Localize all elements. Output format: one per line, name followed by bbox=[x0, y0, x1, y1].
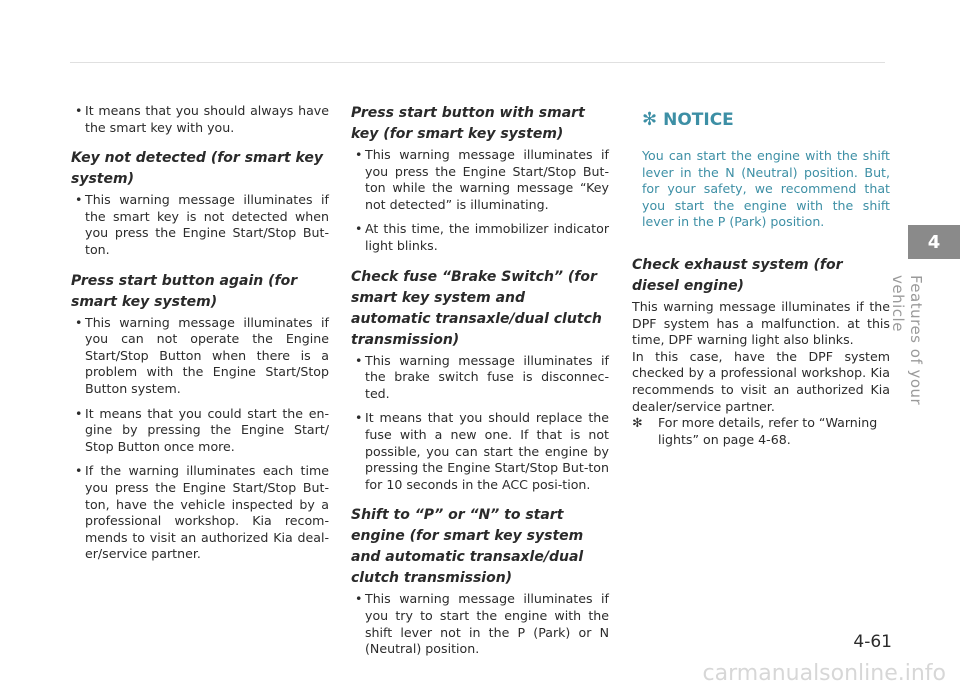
watermark: carmanualsonline.info bbox=[702, 661, 946, 686]
chapter-title: Features of your vehicle bbox=[889, 275, 925, 406]
notice-title: NOTICE bbox=[663, 109, 734, 130]
bullet-item: • This warning message illuminates if you can not operate the Engine Start/Stop Button when there is a problem with the Engine Start/Stop Button system. bbox=[71, 315, 329, 398]
page-reference-text: For more details, refer to “Warning lights” on page 4-68. bbox=[658, 415, 878, 447]
bullet-item: • It means that you should always have the smart key with you. bbox=[71, 103, 329, 136]
column-right bbox=[632, 103, 890, 448]
asterisk-icon: ✻ bbox=[632, 415, 643, 431]
section-heading-key-not-detected: Key not detected (for smart key system) bbox=[71, 150, 323, 188]
bullet-item: • If the warning illuminates each time you press the Engine Start/Stop But-ton, have the vehicle inspected by a professional workshop. Kia recom-mends to visit an authorized Kia deal-er/service partner. bbox=[71, 463, 329, 563]
chapter-tab: 4 bbox=[908, 225, 960, 259]
bullet-item: • This warning message illuminates if the brake switch fuse is disconnec-ted. bbox=[351, 353, 609, 403]
page-number: 4-61 bbox=[853, 632, 892, 652]
column-middle bbox=[351, 103, 609, 666]
bullet-item: • It means that you should replace the fuse with a new one. If that is not possible, you can start the engine by pressing the Engine Start/Stop But-ton for 10 seconds in the ACC posi-tion. bbox=[351, 410, 609, 493]
page-reference bbox=[632, 415, 890, 448]
paragraph: In this case, have the DPF system checked by a professional workshop. Kia recommends to visit an authorized Kia dealer/service partner. bbox=[632, 348, 890, 414]
section-heading-check-fuse: Check fuse “Brake Switch” (for smart key system and automatic transaxle/dual clutch transmission) bbox=[351, 268, 602, 348]
bullet-item: • This warning message illuminates if you try to start the engine with the shift lever not in the P (Park) or N (Neutral) position. bbox=[351, 591, 609, 657]
section-heading-press-start-with-key: Press start button with smart key (for smart key system) bbox=[351, 105, 585, 142]
section-heading-check-exhaust: Check exhaust system (for diesel engine) bbox=[632, 256, 843, 294]
top-divider bbox=[70, 62, 885, 63]
asterisk-icon: ✻ bbox=[642, 109, 658, 130]
bullet-item: • At this time, the immobilizer indicator light blinks. bbox=[351, 221, 609, 254]
notice-body: You can start the engine with the shift lever in the N (Neutral) position. But, for your safety, we recommend that you start the engine with the shift lever in the P (Park) position. bbox=[642, 148, 890, 230]
paragraph: This warning message illuminates if the DPF system has a malfunction. at this time, DPF warning light also blinks. bbox=[632, 298, 890, 348]
section-heading-shift-to-p-or-n: Shift to “P” or “N” to start engine (for smart key system and automatic transaxle/dual clutch transmission) bbox=[351, 507, 584, 587]
bullet-item: • It means that you could start the en-gine by pressing the Engine Start/ Stop Button once more. bbox=[71, 406, 329, 456]
column-left bbox=[71, 103, 329, 571]
bullet-item: • This warning message illuminates if the smart key is not detected when you press the Engine Start/Stop But-ton. bbox=[71, 192, 329, 258]
section-heading-press-start-again: Press start button again (for smart key system) bbox=[71, 272, 298, 310]
notice-header bbox=[642, 109, 890, 130]
bullet-item: • This warning message illuminates if you press the Engine Start/Stop But-ton while the warning message “Key not detected” is illuminating. bbox=[351, 147, 609, 213]
